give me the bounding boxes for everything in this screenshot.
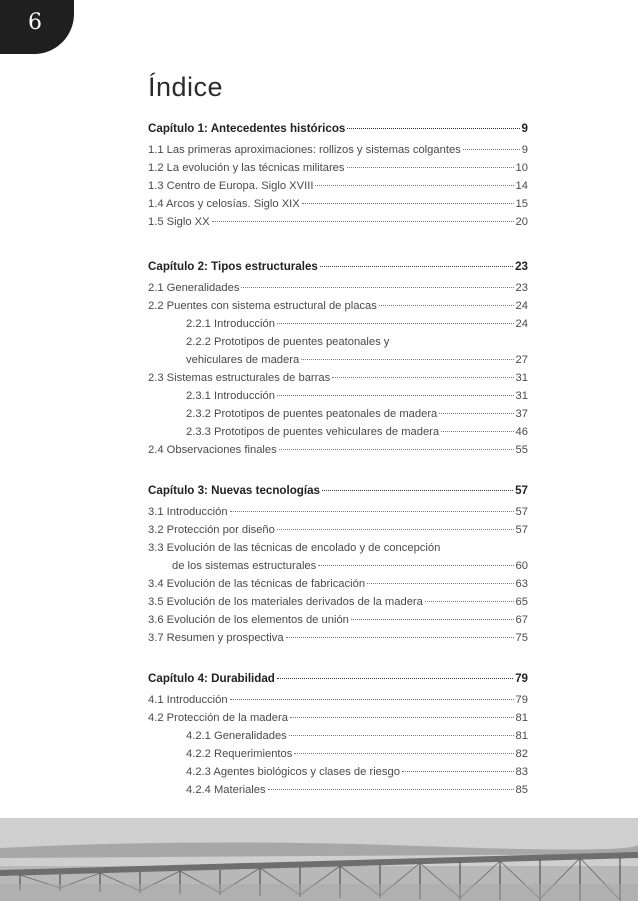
dot-leader — [402, 761, 514, 772]
toc-subsection-entry[interactable] — [148, 781, 528, 799]
toc-page-number: 83 — [515, 766, 528, 778]
toc-chapter-1 — [148, 118, 528, 231]
dot-leader — [315, 175, 513, 186]
toc-page-number: 37 — [515, 408, 528, 420]
toc-section-entry[interactable] — [148, 441, 528, 459]
toc-page-number: 81 — [515, 712, 528, 724]
toc-page-number: 65 — [515, 596, 528, 608]
dot-leader — [439, 403, 513, 414]
toc-entry-label: 4.2 Protección de la madera — [148, 712, 288, 724]
dot-leader — [212, 211, 514, 222]
dot-leader — [322, 480, 513, 491]
toc-chapter-4 — [148, 668, 528, 799]
dot-leader — [277, 668, 513, 679]
dot-leader — [230, 501, 514, 512]
bridge-photo — [0, 818, 638, 901]
toc-entry-label: 1.3 Centro de Europa. Siglo XVIII — [148, 180, 314, 192]
dot-leader — [425, 591, 514, 602]
toc-entry-label: 3.4 Evolución de las técnicas de fabricación — [148, 578, 366, 590]
toc-page-number: 57 — [515, 484, 528, 497]
toc-page-number: 23 — [515, 282, 528, 294]
page-number-badge — [0, 0, 74, 54]
toc-entry-label: Capítulo 3: Nuevas tecnologías — [148, 484, 321, 497]
dot-leader — [301, 349, 513, 360]
toc-entry-label: Capítulo 4: Durabilidad — [148, 672, 275, 685]
dot-leader — [347, 157, 514, 168]
toc-page-number: 9 — [521, 144, 528, 156]
toc-entry-label: 1.2 La evolución y las técnicas militares — [148, 162, 345, 174]
page-title: Índice — [148, 72, 224, 102]
toc-entry-label: 3.1 Introducción — [148, 506, 228, 518]
toc-page-number: 60 — [515, 560, 528, 572]
toc-page-number: 79 — [515, 694, 528, 706]
dot-leader — [294, 743, 513, 754]
toc-chapter-3 — [148, 480, 528, 647]
toc-entry-label: 4.2.3 Agentes biológicos y clases de riesgo — [186, 766, 400, 778]
toc-page-number: 31 — [515, 372, 528, 384]
toc-entry-label: de los sistemas estructurales — [172, 560, 317, 572]
toc-page-number: 10 — [515, 162, 528, 174]
dot-leader — [463, 139, 520, 150]
toc-chapter-entry[interactable] — [148, 668, 528, 690]
dot-leader — [286, 627, 514, 638]
toc-entry-label: 3.3 Evolución de las técnicas de encolado y de concepción — [148, 542, 441, 554]
dot-leader — [318, 555, 513, 566]
dot-leader — [351, 609, 514, 620]
dot-leader — [332, 367, 513, 378]
toc-entry-label: 4.2.1 Generalidades — [186, 730, 287, 742]
dot-leader — [379, 295, 514, 306]
toc-page-number: 75 — [515, 632, 528, 644]
toc-chapter-entry[interactable] — [148, 256, 528, 278]
toc-chapter-entry[interactable] — [148, 118, 528, 140]
dot-leader — [347, 118, 519, 129]
toc-entry-label: 2.3.1 Introducción — [186, 390, 275, 402]
toc-chapter-2 — [148, 256, 528, 459]
toc-entry-label: 2.3.3 Prototipos de puentes vehiculares de madera — [186, 426, 440, 438]
toc-entry-label: 2.3.2 Prototipos de puentes peatonales de madera — [186, 408, 438, 420]
toc-page-number: 9 — [521, 122, 528, 135]
dot-leader — [279, 439, 514, 450]
toc-entry-label: 3.7 Resumen y prospectiva — [148, 632, 284, 644]
toc-entry-label: 2.3 Sistemas estructurales de barras — [148, 372, 331, 384]
dot-leader — [241, 277, 513, 288]
toc-page-number: 82 — [515, 748, 528, 760]
toc-entry-label: 2.2.2 Prototipos de puentes peatonales y — [186, 336, 390, 348]
toc-entry-label: 4.1 Introducción — [148, 694, 228, 706]
toc-section-entry[interactable] — [148, 213, 528, 231]
dot-leader — [320, 256, 513, 267]
toc-entry-label: 4.2.4 Materiales — [186, 784, 266, 796]
dot-leader — [441, 421, 513, 432]
toc-page-number: 81 — [515, 730, 528, 742]
dot-leader — [230, 689, 514, 700]
toc-entry-label: 2.2.1 Introducción — [186, 318, 275, 330]
dot-leader — [302, 193, 514, 204]
dot-leader — [277, 519, 514, 530]
bridge-illustration — [0, 818, 638, 901]
toc-entry-label: 2.2 Puentes con sistema estructural de placas — [148, 300, 377, 312]
toc-page-number: 55 — [515, 444, 528, 456]
toc-entry-label: 4.2.2 Requerimientos — [186, 748, 293, 760]
toc-entry-label: 1.1 Las primeras aproximaciones: rollizos y sistemas colgantes — [148, 144, 461, 156]
toc-page-number: 24 — [515, 300, 528, 312]
dot-leader — [268, 779, 514, 790]
toc-page-number: 67 — [515, 614, 528, 626]
page-number: 6 — [28, 10, 42, 35]
toc-page-number: 27 — [515, 354, 528, 366]
toc-page-number: 23 — [515, 260, 528, 273]
toc-entry-label: 3.6 Evolución de los elementos de unión — [148, 614, 349, 626]
toc-entry-label: 2.4 Observaciones finales — [148, 444, 277, 456]
toc-entry-label: 3.2 Protección por diseño — [148, 524, 275, 536]
dot-leader — [277, 385, 514, 396]
toc-page-number: 31 — [515, 390, 528, 402]
toc-entry-label: 1.4 Arcos y celosías. Siglo XIX — [148, 198, 300, 210]
toc-page-number: 15 — [515, 198, 528, 210]
toc-entry-label: Capítulo 1: Antecedentes históricos — [148, 122, 346, 135]
toc-page-number: 79 — [515, 672, 528, 685]
toc-entry-label: Capítulo 2: Tipos estructurales — [148, 260, 318, 273]
toc-chapter-entry[interactable] — [148, 480, 528, 502]
dot-leader — [277, 313, 514, 324]
dot-leader — [290, 707, 514, 718]
toc-entry-label: vehiculares de madera — [186, 354, 300, 366]
dot-leader — [289, 725, 514, 736]
dot-leader — [367, 573, 514, 584]
toc-entry-label: 2.1 Generalidades — [148, 282, 240, 294]
toc-entry-label: 1.5 Siglo XX — [148, 216, 210, 228]
toc-subsection-entry[interactable] — [148, 315, 528, 333]
toc-page-number: 24 — [515, 318, 528, 330]
toc-page-number: 46 — [515, 426, 528, 438]
toc-entry-label: 3.5 Evolución de los materiales derivados de la madera — [148, 596, 423, 608]
toc-section-entry[interactable] — [148, 629, 528, 647]
toc-page-number: 63 — [515, 578, 528, 590]
toc-page-number: 20 — [515, 216, 528, 228]
toc-page-number: 57 — [515, 524, 528, 536]
toc-page-number: 57 — [515, 506, 528, 518]
toc-section-entry[interactable] — [148, 521, 528, 539]
toc-page-number: 14 — [515, 180, 528, 192]
toc-page-number: 85 — [515, 784, 528, 796]
